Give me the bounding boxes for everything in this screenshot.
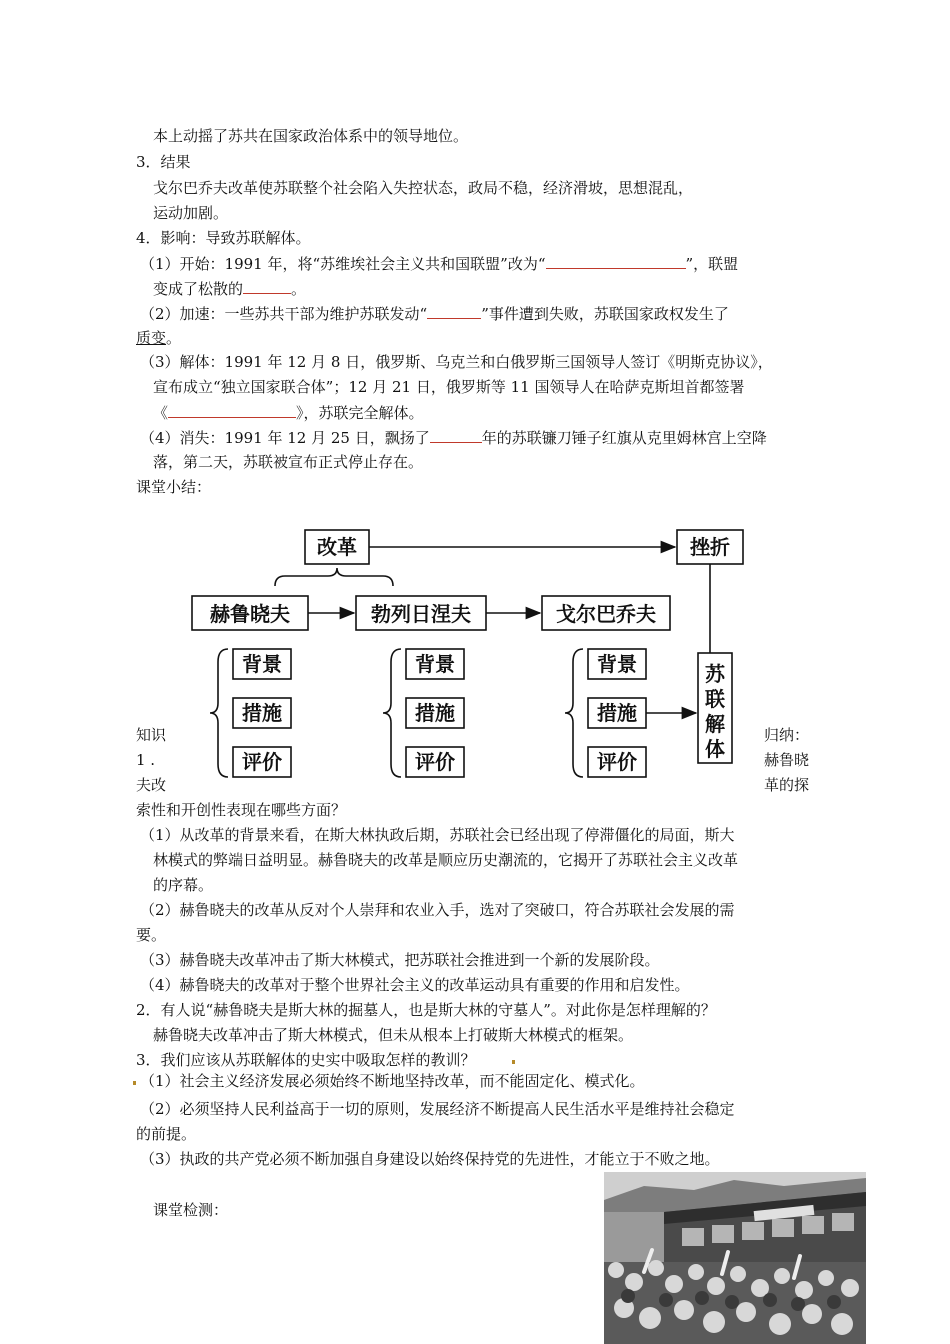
- reform-flow-diagram: [180, 522, 780, 784]
- dissolution-char: 苏: [705, 662, 725, 686]
- answer-2: 赫鲁晓夫改革冲击了斯大林模式，但未从根本上打破斯大林模式的框架。: [153, 1026, 634, 1044]
- fill-blank[interactable]: [243, 278, 291, 294]
- answer-1-line: 的序幕。: [153, 876, 214, 894]
- background-label: 背景: [242, 652, 282, 676]
- answer-1-line: 要。: [136, 926, 167, 944]
- fill-blank[interactable]: [546, 253, 686, 269]
- test-heading: 课堂检测：: [153, 1201, 229, 1219]
- side-text-left: 1 .: [136, 751, 156, 769]
- point-1-line: [140, 253, 738, 274]
- marker-dot: [512, 1060, 515, 1064]
- setback-label: 挫折: [690, 535, 730, 559]
- answer-1-line: （3）赫鲁晓夫改革冲击了斯大林模式，把苏联社会推进到一个新的发展阶段。: [140, 951, 660, 969]
- text-line: 戈尔巴乔夫改革使苏联整个社会陷入失控状态，政局不稳，经济滑坡，思想混乱，: [153, 179, 694, 197]
- answer-1-line: （1）从改革的背景来看，在斯大林执政后期，苏联社会已经出现了停滞僵化的局面，斯大: [140, 826, 735, 844]
- marker-dot: [133, 1081, 136, 1085]
- answer-1-line: 林模式的弊端日益明显。赫鲁晓夫的改革是顺应历史潮流的，它揭开了苏联社会主义改革: [153, 851, 739, 869]
- answer-3-line: 的前提。: [136, 1125, 197, 1143]
- fill-blank[interactable]: [430, 427, 482, 443]
- reform-label: 改革: [317, 535, 357, 559]
- summary-heading: 课堂小结：: [136, 478, 212, 496]
- answer-1-line: （4）赫鲁晓夫的改革对于整个世界社会主义的改革运动具有重要的作用和启发性。: [140, 976, 690, 994]
- side-text-left: 夫改: [136, 776, 167, 794]
- fill-blank[interactable]: [427, 303, 481, 319]
- brezhnev-label: 勃列日涅夫: [371, 602, 471, 626]
- question-3: 3．我们应该从苏联解体的史实中吸取怎样的教训？: [136, 1051, 476, 1069]
- text: ”事件遭到失败，苏联国家政权发生了: [481, 305, 729, 323]
- point-2-line: [136, 328, 181, 348]
- evaluation-label: 评价: [415, 750, 455, 774]
- measures-label: 措施: [597, 701, 637, 725]
- text: （4）消失：1991 年 12 月 25 日，飘扬了: [140, 429, 430, 447]
- text-line: 运动加剧。: [153, 204, 229, 222]
- text: 。: [166, 329, 182, 347]
- side-text-right: 赫鲁晓: [764, 751, 810, 769]
- underlined-term: 质变: [136, 329, 167, 347]
- answer-1-line: （2）赫鲁晓夫的改革从反对个人崇拜和农业入手，选对了突破口，符合苏联社会发展的需: [140, 901, 735, 919]
- point-3-line: （3）解体：1991 年 12 月 8 日，俄罗斯、乌克兰和白俄罗斯三国领导人签订《明斯克协议》，: [140, 353, 773, 371]
- point-3-line: [153, 402, 424, 423]
- evaluation-label: 评价: [597, 750, 637, 774]
- point-4-line: [140, 427, 767, 448]
- point-4-line: 落，第二天，苏联被宣布正式停止存在。: [153, 453, 424, 471]
- text: 。: [291, 280, 307, 298]
- measures-label: 措施: [242, 701, 282, 725]
- point-2-line: [140, 303, 729, 324]
- text: 年的苏联镰刀锤子红旗从克里姆林宫上空降: [481, 429, 767, 447]
- evaluation-label: 评价: [242, 750, 282, 774]
- section-3-title: 3．结果: [136, 153, 191, 171]
- fill-blank[interactable]: [168, 402, 296, 418]
- answer-3-line: （3）执政的共产党必须不断加强自身建设以始终保持党的先进性，才能立于不败之地。: [140, 1150, 720, 1168]
- side-text-right: 归纳：: [764, 726, 810, 744]
- khrushchev-label: 赫鲁晓夫: [210, 602, 290, 626]
- side-text-right: 革的探: [764, 776, 810, 794]
- question-1-cont: 索性和开创性表现在哪些方面？: [136, 801, 347, 819]
- answer-3-line: （1）社会主义经济发展必须始终不断地坚持改革，而不能固定化、模式化。: [140, 1072, 645, 1090]
- section-4-title: 4．影响：导致苏联解体。: [136, 229, 311, 247]
- dissolution-char: 联: [705, 687, 725, 711]
- text: 《: [153, 404, 169, 422]
- text: 变成了松散的: [153, 280, 244, 298]
- text: ”，联盟: [685, 255, 739, 273]
- text-line: 本上动摇了苏共在国家政治体系中的领导地位。: [153, 127, 469, 145]
- crowd-photo: [604, 1172, 866, 1344]
- text: （2）加速：一些苏共干部为维护苏联发动“: [140, 305, 428, 323]
- dissolution-char: 体: [705, 737, 725, 761]
- background-label: 背景: [597, 652, 637, 676]
- text: （1）开始：1991 年，将“苏维埃社会主义共和国联盟”改为“: [140, 255, 546, 273]
- point-1-line: [153, 278, 306, 299]
- point-3-line: 宣布成立“独立国家联合体”；12 月 21 日，俄罗斯等 11 国领导人在哈萨克斯坦首都签署: [153, 378, 745, 396]
- gorbachev-label: 戈尔巴乔夫: [556, 602, 656, 626]
- background-label: 背景: [415, 652, 455, 676]
- dissolution-char: 解: [705, 712, 725, 736]
- text: 》，苏联完全解体。: [296, 404, 424, 422]
- question-2: 2．有人说“赫鲁晓夫是斯大林的掘墓人，也是斯大林的守墓人”。对此你是怎样理解的？: [136, 1001, 716, 1019]
- side-text-left: 知识: [136, 726, 167, 744]
- answer-3-line: （2）必须坚持人民利益高于一切的原则，发展经济不断提高人民生活水平是维持社会稳定: [140, 1100, 735, 1118]
- measures-label: 措施: [415, 701, 455, 725]
